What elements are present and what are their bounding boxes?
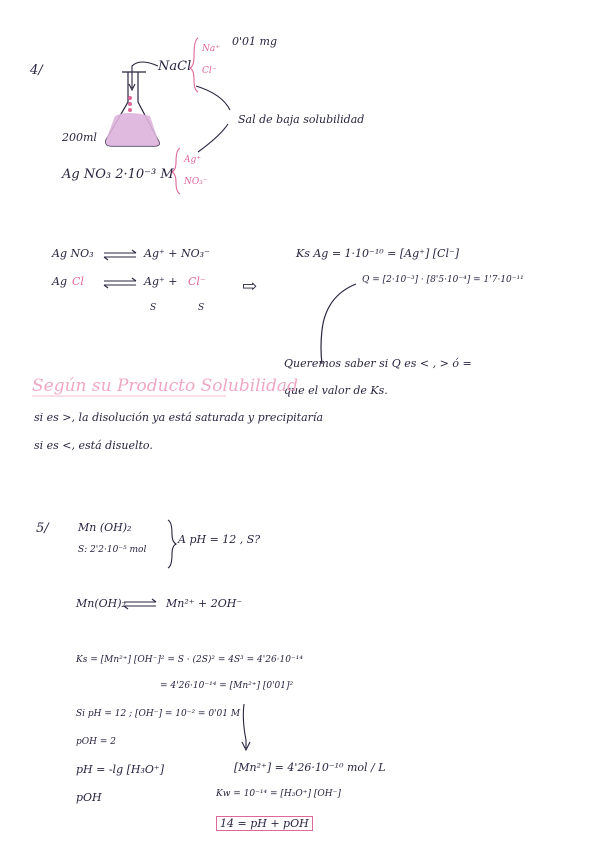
na-ion: Na⁺ (202, 44, 220, 54)
ph-oh-line: Si pH = 12 ; [OH⁻] = 10⁻² = 0'01 M (76, 709, 241, 719)
eq5-right: Mn²⁺ + 2OH⁻ (166, 597, 243, 610)
implies-arrow-icon: ⇨ (242, 276, 258, 297)
kw-expression: Kw = 10⁻¹⁴ = [H₃O⁺] [OH⁻] (216, 789, 341, 799)
mass-label: 0'01 mg (232, 35, 277, 48)
less-than-note: si es <, está disuelto. (34, 439, 153, 452)
salt-note: Sal de baja solubilidad (238, 113, 365, 126)
poh-label: pOH (76, 791, 102, 804)
no3-ion: NO₃⁻ (184, 177, 208, 187)
ph-definition: pH = -lg [H₃O⁺] (76, 763, 165, 776)
ag-ion: Ag⁺ (184, 155, 202, 165)
solubility-value: S: 2'2·10⁻⁵ mol (78, 545, 147, 555)
ph-question: A pH = 12 , S? (178, 533, 261, 546)
solubility-s2: S (198, 303, 205, 313)
problem-5-number: 5/ (36, 521, 49, 536)
eq2-right-ag: Ag⁺ + (144, 275, 178, 288)
eq1-left: Ag NO₃ (52, 247, 94, 260)
eq5-left: Mn(OH)₂ (76, 597, 126, 610)
solubility-s1: S (150, 303, 157, 313)
cl-ion: Cl⁻ (202, 66, 217, 76)
mnoh2-formula: Mn (OH)₂ (78, 521, 132, 534)
question-line-2: que el valor de Ks. (284, 384, 388, 397)
ks-expression-2: = 4'26·10⁻¹⁴ = [Mn²⁺] [0'01]² (160, 681, 294, 691)
eq2-left-ag: Ag (52, 275, 67, 288)
ph-poh-sum-box: 14 = pH + pOH (216, 816, 313, 831)
problem-4-number: 4/ (30, 63, 43, 78)
nacl-label: NaCl (158, 59, 192, 74)
eq1-right: Ag⁺ + NO₃⁻ (144, 247, 210, 260)
ks-ag-expression: Ks Ag = 1·10⁻¹⁰ = [Ag⁺] [Cl⁻] (296, 247, 460, 260)
eq2-left-cl: Cl (72, 275, 84, 288)
section-title: Según su Producto Solubilidad (32, 376, 298, 396)
question-line-1: Queremos saber si Q es < , > ó = (284, 357, 472, 370)
mn-concentration-result: [Mn²⁺] = 4'26·10⁻¹⁰ mol / L (234, 761, 386, 774)
q-expression: Q = [2·10⁻³] · [8'5·10⁻⁴] = 1'7·10⁻¹¹ (362, 275, 524, 285)
eq2-right-cl: Cl⁻ (188, 275, 206, 288)
agno3-concentration: Ag NO₃ 2·10⁻³ M (62, 167, 174, 182)
volume-label: 200ml (62, 131, 97, 144)
poh-value: pOH = 2 (76, 737, 116, 747)
ks-expression: Ks = [Mn²⁺] [OH⁻]² = S · (2S)² = 4S³ = 4'26·10⁻¹⁴ (76, 655, 303, 665)
greater-than-note: si es >, la disolución ya está saturada y precipitaría (34, 411, 323, 424)
